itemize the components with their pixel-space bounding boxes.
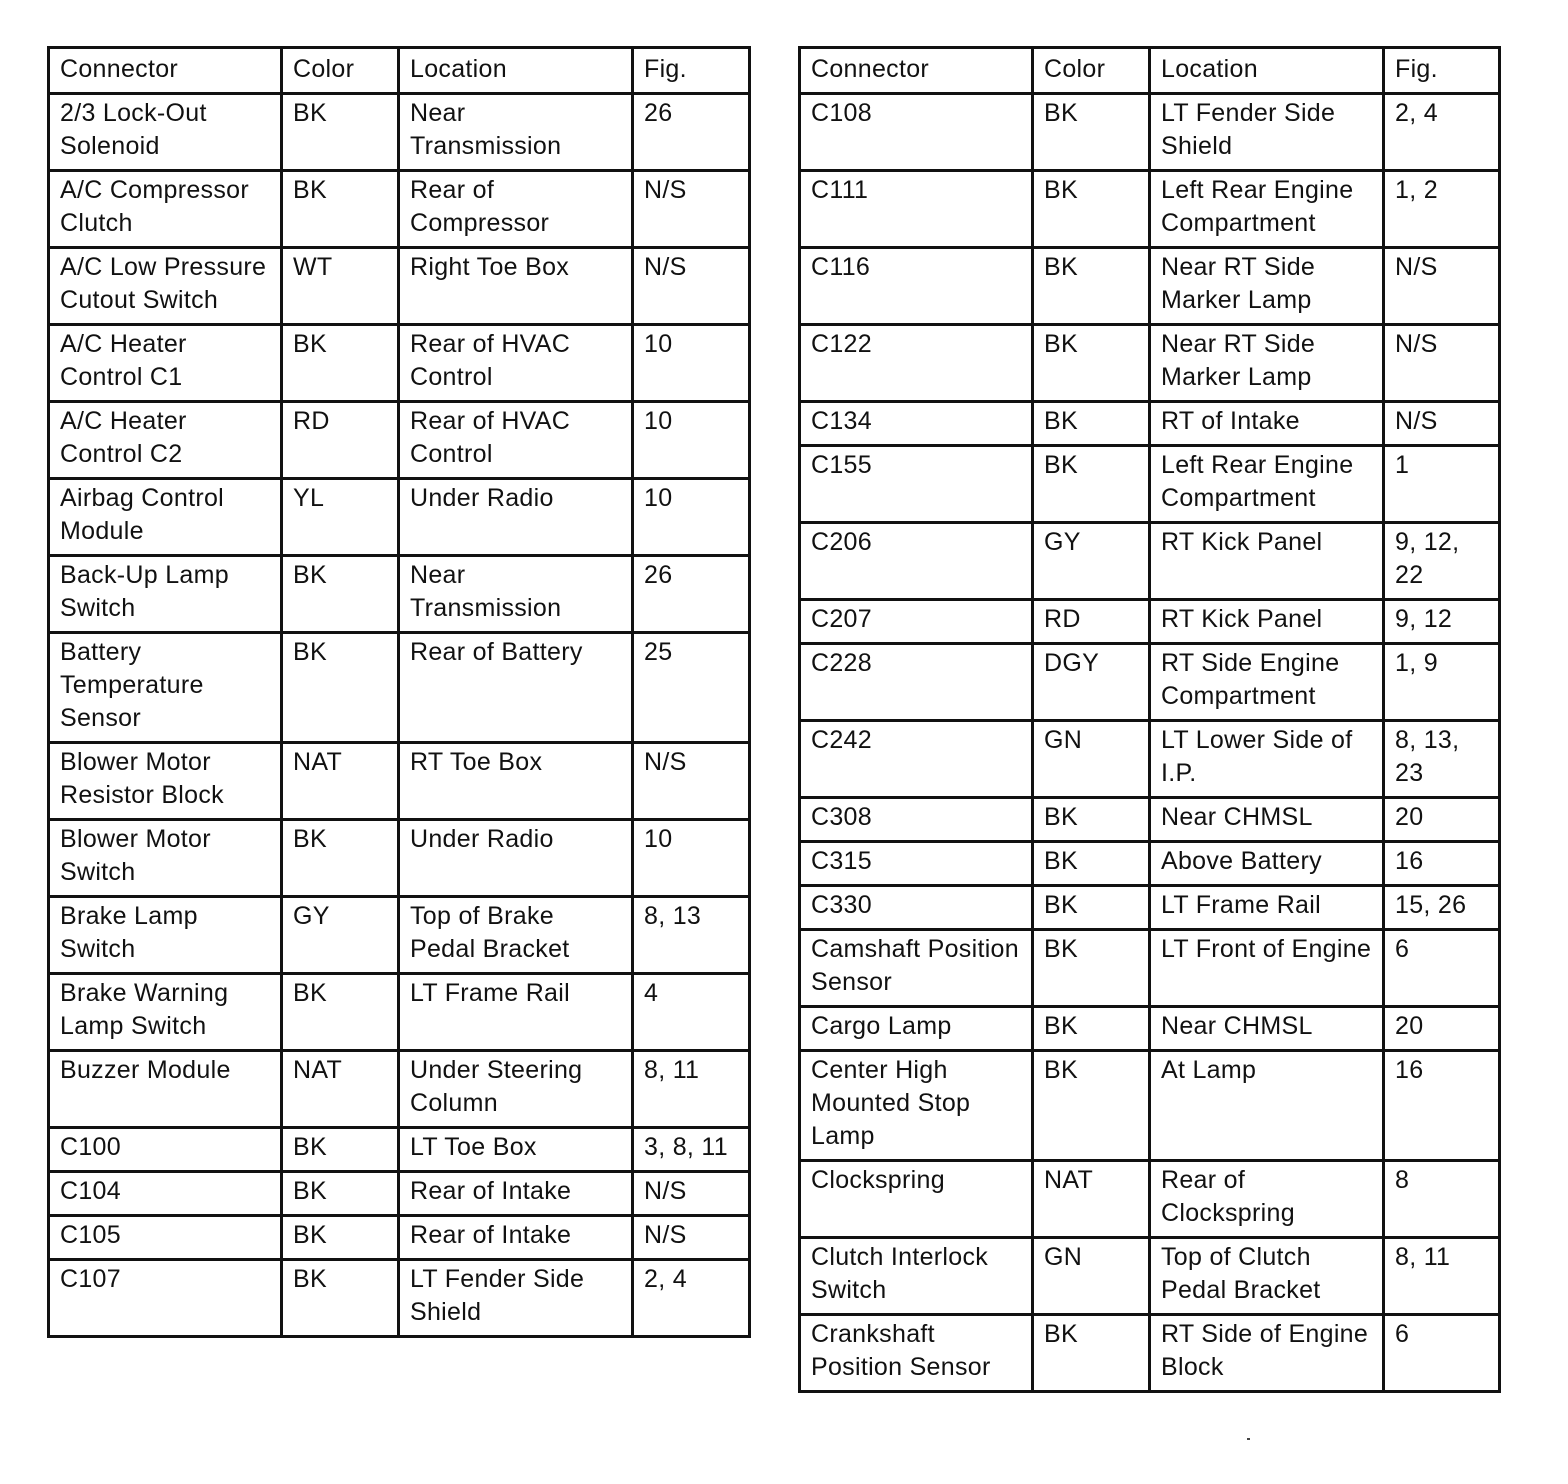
table-row: [800, 248, 1500, 325]
cell-location: LT Frame Rail: [399, 974, 633, 1051]
table-row: [49, 556, 750, 633]
table-row: [800, 644, 1500, 721]
table-row: [49, 1128, 750, 1172]
cell-color: YL: [282, 479, 399, 556]
cell-connector: Brake Warning Lamp Switch: [49, 974, 282, 1051]
cell-fig: N/S: [633, 743, 750, 820]
table-row: [49, 1260, 750, 1337]
table-row: [49, 743, 750, 820]
cell-fig: N/S: [633, 1216, 750, 1260]
cell-location: LT Fender Side Shield: [1150, 94, 1384, 171]
table-row: [800, 94, 1500, 171]
cell-location: Top of Brake Pedal Bracket: [399, 897, 633, 974]
cell-color: BK: [282, 1128, 399, 1172]
cell-location: RT of Intake: [1150, 402, 1384, 446]
cell-fig: 1, 9: [1384, 644, 1500, 721]
cell-fig: 6: [1384, 1315, 1500, 1392]
cell-location: Near RT Side Marker Lamp: [1150, 248, 1384, 325]
cell-connector: C105: [49, 1216, 282, 1260]
cell-fig: 4: [633, 974, 750, 1051]
cell-fig: N/S: [1384, 325, 1500, 402]
cell-location: RT Toe Box: [399, 743, 633, 820]
table-row: [800, 600, 1500, 644]
cell-color: BK: [1033, 798, 1150, 842]
cell-connector: C122: [800, 325, 1033, 402]
connector-table-left: [47, 46, 751, 1338]
cell-connector: Clockspring: [800, 1161, 1033, 1238]
cell-color: GY: [1033, 523, 1150, 600]
table-row: [800, 325, 1500, 402]
cell-fig: 20: [1384, 1007, 1500, 1051]
cell-color: RD: [282, 402, 399, 479]
cell-connector: Buzzer Module: [49, 1051, 282, 1128]
cell-fig: 8: [1384, 1161, 1500, 1238]
cell-color: NAT: [282, 1051, 399, 1128]
cell-fig: 26: [633, 556, 750, 633]
cell-location: Near CHMSL: [1150, 1007, 1384, 1051]
cell-fig: 2, 4: [1384, 94, 1500, 171]
cell-location: Near Transmission: [399, 94, 633, 171]
table-row: [800, 1007, 1500, 1051]
table-row: [49, 94, 750, 171]
cell-fig: 10: [633, 325, 750, 402]
cell-connector: C228: [800, 644, 1033, 721]
cell-fig: 10: [633, 479, 750, 556]
cell-location: Rear of Compressor: [399, 171, 633, 248]
cell-color: BK: [282, 171, 399, 248]
table-row: [800, 886, 1500, 930]
table-row: [800, 721, 1500, 798]
cell-fig: 2, 4: [633, 1260, 750, 1337]
header-color: Color: [282, 48, 399, 94]
cell-location: Under Radio: [399, 479, 633, 556]
cell-location: Above Battery: [1150, 842, 1384, 886]
cell-fig: 6: [1384, 930, 1500, 1007]
table-row: [800, 446, 1500, 523]
cell-fig: N/S: [633, 1172, 750, 1216]
cell-fig: 1: [1384, 446, 1500, 523]
table-row: [49, 402, 750, 479]
cell-color: BK: [282, 1216, 399, 1260]
table-header-row: [49, 48, 750, 94]
cell-fig: 8, 11: [1384, 1238, 1500, 1315]
table-row: [49, 1051, 750, 1128]
cell-fig: 9, 12: [1384, 600, 1500, 644]
cell-connector: C108: [800, 94, 1033, 171]
cell-location: RT Kick Panel: [1150, 600, 1384, 644]
cell-fig: 10: [633, 820, 750, 897]
cell-color: BK: [282, 556, 399, 633]
cell-color: BK: [282, 633, 399, 743]
cell-connector: C100: [49, 1128, 282, 1172]
cell-connector: C155: [800, 446, 1033, 523]
connector-table-right: [798, 46, 1501, 1393]
cell-connector: Center High Mounted Stop Lamp: [800, 1051, 1033, 1161]
cell-connector: Cargo Lamp: [800, 1007, 1033, 1051]
cell-color: BK: [1033, 1051, 1150, 1161]
table-header-row: [800, 48, 1500, 94]
cell-connector: C207: [800, 600, 1033, 644]
cell-connector: 2/3 Lock-Out Solenoid: [49, 94, 282, 171]
cell-fig: 8, 13, 23: [1384, 721, 1500, 798]
cell-location: At Lamp: [1150, 1051, 1384, 1161]
cell-fig: 15, 26: [1384, 886, 1500, 930]
cell-location: Rear of Battery: [399, 633, 633, 743]
cell-connector: Back-Up Lamp Switch: [49, 556, 282, 633]
cell-location: Left Rear Engine Compartment: [1150, 171, 1384, 248]
cell-fig: 10: [633, 402, 750, 479]
cell-location: Rear of Intake: [399, 1216, 633, 1260]
table-row: [49, 633, 750, 743]
table-row: [800, 1315, 1500, 1392]
cell-location: LT Frame Rail: [1150, 886, 1384, 930]
cell-fig: 9, 12, 22: [1384, 523, 1500, 600]
cell-fig: 16: [1384, 1051, 1500, 1161]
table-row: [800, 1161, 1500, 1238]
cell-connector: A/C Low Pressure Cutout Switch: [49, 248, 282, 325]
cell-connector: Blower Motor Switch: [49, 820, 282, 897]
cell-location: Near Transmission: [399, 556, 633, 633]
cell-connector: Blower Motor Resistor Block: [49, 743, 282, 820]
cell-fig: 1, 2: [1384, 171, 1500, 248]
cell-color: NAT: [282, 743, 399, 820]
scan-speck: [1247, 1438, 1250, 1440]
cell-location: Rear of HVAC Control: [399, 402, 633, 479]
header-location: Location: [1150, 48, 1384, 94]
cell-color: BK: [282, 325, 399, 402]
table-row: [49, 1216, 750, 1260]
cell-fig: 16: [1384, 842, 1500, 886]
cell-connector: Battery Temperature Sensor: [49, 633, 282, 743]
cell-connector: C107: [49, 1260, 282, 1337]
cell-location: Top of Clutch Pedal Bracket: [1150, 1238, 1384, 1315]
table-body-right: [800, 94, 1500, 1392]
table-row: [49, 974, 750, 1051]
cell-color: BK: [1033, 402, 1150, 446]
cell-fig: N/S: [633, 248, 750, 325]
cell-connector: Camshaft Position Sensor: [800, 930, 1033, 1007]
cell-connector: Airbag Control Module: [49, 479, 282, 556]
cell-fig: 26: [633, 94, 750, 171]
table-row: [49, 248, 750, 325]
header-connector: Connector: [800, 48, 1033, 94]
cell-connector: C111: [800, 171, 1033, 248]
cell-color: BK: [1033, 842, 1150, 886]
cell-color: BK: [282, 1260, 399, 1337]
header-fig: Fig.: [633, 48, 750, 94]
cell-color: RD: [1033, 600, 1150, 644]
cell-connector: A/C Heater Control C1: [49, 325, 282, 402]
table-row: [49, 820, 750, 897]
table-row: [800, 930, 1500, 1007]
table-row: [800, 1051, 1500, 1161]
cell-location: Near CHMSL: [1150, 798, 1384, 842]
cell-fig: 20: [1384, 798, 1500, 842]
cell-fig: 8, 13: [633, 897, 750, 974]
header-connector: Connector: [49, 48, 282, 94]
cell-color: BK: [1033, 1007, 1150, 1051]
cell-location: Rear of HVAC Control: [399, 325, 633, 402]
cell-location: Under Steering Column: [399, 1051, 633, 1128]
cell-color: BK: [282, 1172, 399, 1216]
table-row: [49, 897, 750, 974]
table-row: [800, 842, 1500, 886]
cell-fig: N/S: [1384, 402, 1500, 446]
cell-location: Near RT Side Marker Lamp: [1150, 325, 1384, 402]
cell-color: NAT: [1033, 1161, 1150, 1238]
cell-location: Rear of Intake: [399, 1172, 633, 1216]
cell-color: WT: [282, 248, 399, 325]
cell-location: RT Side Engine Compartment: [1150, 644, 1384, 721]
cell-connector: A/C Compressor Clutch: [49, 171, 282, 248]
table-body-left: [49, 94, 750, 1337]
table-row: [49, 325, 750, 402]
cell-connector: Clutch Interlock Switch: [800, 1238, 1033, 1315]
cell-location: LT Fender Side Shield: [399, 1260, 633, 1337]
table-row: [49, 479, 750, 556]
cell-color: BK: [1033, 446, 1150, 523]
cell-location: Rear of Clockspring: [1150, 1161, 1384, 1238]
cell-fig: N/S: [633, 171, 750, 248]
cell-fig: 25: [633, 633, 750, 743]
table-row: [49, 1172, 750, 1216]
cell-location: Right Toe Box: [399, 248, 633, 325]
cell-fig: 3, 8, 11: [633, 1128, 750, 1172]
table-row: [800, 402, 1500, 446]
cell-location: Under Radio: [399, 820, 633, 897]
cell-connector: C308: [800, 798, 1033, 842]
table-row: [800, 171, 1500, 248]
cell-color: GY: [282, 897, 399, 974]
cell-connector: C242: [800, 721, 1033, 798]
cell-color: BK: [1033, 325, 1150, 402]
cell-color: DGY: [1033, 644, 1150, 721]
cell-color: BK: [282, 974, 399, 1051]
header-color: Color: [1033, 48, 1150, 94]
header-location: Location: [399, 48, 633, 94]
cell-color: GN: [1033, 721, 1150, 798]
cell-color: BK: [282, 820, 399, 897]
cell-color: BK: [282, 94, 399, 171]
cell-connector: C104: [49, 1172, 282, 1216]
cell-location: LT Toe Box: [399, 1128, 633, 1172]
table-row: [800, 798, 1500, 842]
cell-connector: C330: [800, 886, 1033, 930]
cell-color: BK: [1033, 930, 1150, 1007]
cell-connector: A/C Heater Control C2: [49, 402, 282, 479]
cell-fig: 8, 11: [633, 1051, 750, 1128]
cell-connector: C134: [800, 402, 1033, 446]
cell-color: BK: [1033, 886, 1150, 930]
cell-location: RT Side of Engine Block: [1150, 1315, 1384, 1392]
table-row: [800, 1238, 1500, 1315]
cell-color: BK: [1033, 94, 1150, 171]
cell-connector: C315: [800, 842, 1033, 886]
cell-connector: C206: [800, 523, 1033, 600]
header-fig: Fig.: [1384, 48, 1500, 94]
cell-connector: C116: [800, 248, 1033, 325]
cell-location: LT Front of Engine: [1150, 930, 1384, 1007]
cell-color: BK: [1033, 248, 1150, 325]
cell-fig: N/S: [1384, 248, 1500, 325]
cell-location: Left Rear Engine Compartment: [1150, 446, 1384, 523]
cell-color: GN: [1033, 1238, 1150, 1315]
cell-connector: Crankshaft Position Sensor: [800, 1315, 1033, 1392]
cell-location: LT Lower Side of I.P.: [1150, 721, 1384, 798]
cell-color: BK: [1033, 1315, 1150, 1392]
cell-connector: Brake Lamp Switch: [49, 897, 282, 974]
cell-color: BK: [1033, 171, 1150, 248]
table-row: [49, 171, 750, 248]
table-row: [800, 523, 1500, 600]
cell-location: RT Kick Panel: [1150, 523, 1384, 600]
